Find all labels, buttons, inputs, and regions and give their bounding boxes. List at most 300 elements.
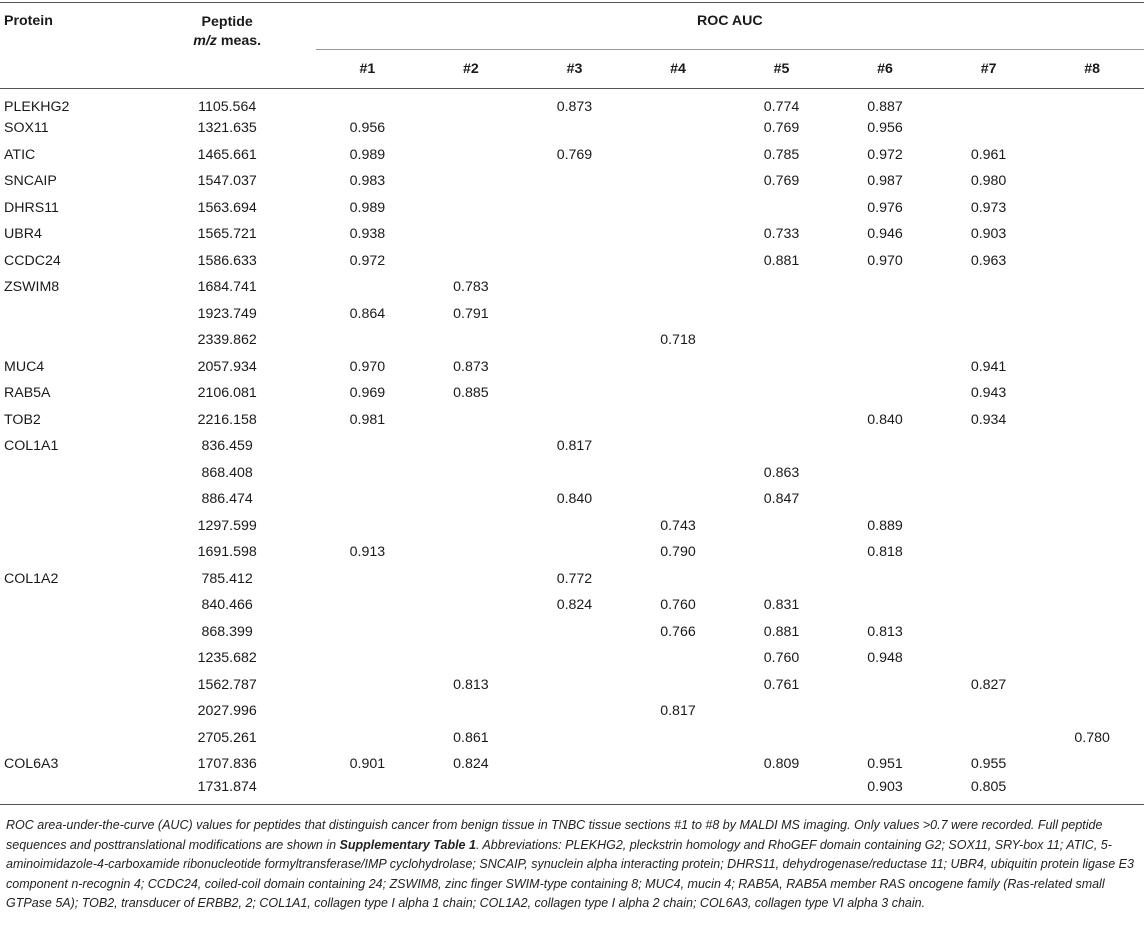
protein-cell: ZSWIM8	[4, 279, 60, 296]
roc-auc-cell	[523, 327, 627, 354]
roc-auc-cell	[316, 327, 420, 354]
roc-auc-cell	[937, 433, 1041, 460]
roc-auc-cell	[937, 460, 1041, 487]
roc-auc-cell	[523, 539, 627, 566]
roc-auc-cell: 0.980	[970, 173, 1007, 190]
roc-auc-cell: 0.956	[867, 120, 903, 137]
roc-auc-cell: 0.873	[556, 99, 593, 115]
roc-auc-cell: 0.780	[1074, 729, 1110, 746]
roc-auc-cell	[833, 672, 937, 699]
roc-auc-cell: 0.961	[970, 146, 1007, 163]
roc-auc-cell	[730, 380, 834, 407]
roc-auc-cell: 0.769	[763, 120, 800, 137]
roc-auc-cell	[419, 115, 523, 142]
roc-auc-cell	[1040, 168, 1144, 195]
peptide-mz-cell: 1321.635	[197, 120, 257, 137]
table-row	[0, 407, 1144, 434]
roc-auc-cell	[626, 672, 730, 699]
roc-auc-cell: 0.943	[970, 385, 1007, 402]
table-row	[0, 513, 1144, 540]
roc-auc-cell	[626, 725, 730, 752]
roc-auc-cell	[419, 566, 523, 593]
protein-cell: COL1A2	[4, 570, 59, 587]
table-row	[0, 115, 1144, 142]
table-row	[0, 142, 1144, 169]
protein-cell: MUC4	[4, 358, 45, 375]
peptide-mz-cell: 1684.741	[197, 279, 257, 296]
footnote-text-2: . Abbreviations: PLEKHG2, pleckstrin homology and RhoGEF domain containing G2; SOX11, SRY-box 11; ATIC, 5-aminoimidazole-4-carboxamide ribonucleotide formyltransferase/IMP cyclohydrolase; SNCAIP, synuclein alpha interacting protein; DHRS11, dehydrogenase/reductase 11; UBR4, ubiquitin protein ligase E3 component n-recognin 4; CCDC24, coiled-coil domain containing 24; ZSWIM8, zinc finger SWIM-type containing 8; MUC4, mucin 4; RAB5A, RAB5A member RAS oncogene family (Ras-related small GTPase 5A); TOB2, transducer of ERBB2, 2; COL1A1, collagen type I alpha 1 chain; COL1A2, collagen type I alpha 2 chain; COL6A3, collagen type VI alpha 3 chain.	[6, 837, 1134, 911]
protein-cell: COL6A3	[4, 756, 59, 773]
roc-auc-cell	[937, 513, 1041, 540]
table-row	[0, 725, 1144, 752]
roc-auc-cell	[523, 221, 627, 248]
protein-cell	[0, 460, 139, 487]
roc-auc-cell: 0.981	[349, 411, 386, 428]
roc-auc-cell	[1040, 566, 1144, 593]
protein-cell: PLEKHG2	[4, 99, 70, 115]
roc-auc-cell	[419, 89, 523, 116]
roc-auc-cell: 0.818	[867, 544, 903, 561]
roc-auc-cell	[419, 698, 523, 725]
table-body	[0, 89, 1144, 805]
roc-auc-cell	[730, 407, 834, 434]
roc-auc-cell: 0.970	[867, 252, 903, 269]
roc-auc-cell	[626, 221, 730, 248]
peptide-mz-cell: 1547.037	[197, 173, 257, 190]
roc-auc-cell	[626, 274, 730, 301]
roc-auc-cell	[316, 592, 420, 619]
roc-auc-cell	[626, 301, 730, 328]
roc-auc-cell	[833, 433, 937, 460]
roc-auc-cell	[730, 301, 834, 328]
roc-auc-cell	[316, 672, 420, 699]
roc-auc-cell	[1040, 778, 1144, 805]
roc-auc-cell: 0.969	[349, 385, 386, 402]
roc-auc-cell	[833, 274, 937, 301]
table-row	[0, 274, 1144, 301]
roc-auc-cell: 0.881	[763, 623, 800, 640]
roc-auc-cell	[626, 89, 730, 116]
roc-auc-cell: 0.938	[349, 226, 386, 243]
table-row	[0, 778, 1144, 805]
peptide-mz-cell: 1707.836	[197, 756, 257, 773]
roc-auc-cell	[1040, 672, 1144, 699]
table-row	[0, 539, 1144, 566]
roc-auc-cell	[833, 327, 937, 354]
roc-auc-cell	[523, 725, 627, 752]
roc-auc-cell: 0.941	[970, 358, 1007, 375]
roc-auc-cell	[1040, 460, 1144, 487]
roc-auc-cell	[937, 89, 1041, 116]
roc-auc-cell: 0.887	[867, 99, 903, 115]
roc-auc-cell	[316, 619, 420, 646]
roc-auc-cell	[730, 274, 834, 301]
roc-auc-cell	[523, 619, 627, 646]
peptide-mz-cell: 2057.934	[197, 358, 257, 375]
roc-auc-cell	[419, 539, 523, 566]
protein-cell	[0, 486, 139, 513]
protein-cell	[0, 645, 139, 672]
roc-auc-cell	[523, 274, 627, 301]
protein-cell: UBR4	[4, 226, 42, 243]
protein-cell: ATIC	[4, 146, 36, 163]
peptide-mz-cell: 1691.598	[197, 544, 257, 561]
roc-auc-cell: 0.861	[453, 729, 489, 746]
roc-auc-cell	[1040, 301, 1144, 328]
roc-auc-cell: 0.976	[867, 199, 903, 216]
table-row	[0, 460, 1144, 487]
roc-auc-cell	[316, 566, 420, 593]
roc-auc-cell: 0.963	[970, 252, 1007, 269]
roc-auc-cell: 0.785	[763, 146, 800, 163]
roc-auc-cell	[626, 168, 730, 195]
header-roc-auc: ROC AUC	[316, 3, 1144, 50]
header-peptide-mz: m/z	[193, 33, 217, 49]
roc-auc-cell	[523, 301, 627, 328]
roc-auc-cell	[316, 645, 420, 672]
roc-auc-cell	[730, 778, 834, 805]
roc-auc-cell	[730, 513, 834, 540]
roc-auc-cell: 0.769	[556, 146, 593, 163]
roc-auc-cell	[626, 407, 730, 434]
roc-auc-cell: 0.847	[763, 491, 800, 508]
roc-auc-cell: 0.831	[763, 597, 800, 614]
roc-auc-cell	[316, 433, 420, 460]
roc-auc-cell	[626, 195, 730, 222]
peptide-mz-cell: 1923.749	[197, 305, 257, 322]
roc-auc-cell	[730, 539, 834, 566]
roc-auc-cell: 0.791	[453, 305, 489, 322]
table-row	[0, 751, 1144, 778]
roc-auc-table	[0, 2, 1144, 805]
roc-auc-cell: 0.983	[349, 173, 386, 190]
protein-cell	[0, 698, 139, 725]
roc-auc-cell	[523, 778, 627, 805]
roc-auc-cell	[626, 433, 730, 460]
table-row	[0, 195, 1144, 222]
table-row	[0, 645, 1144, 672]
protein-cell	[0, 539, 139, 566]
roc-auc-cell: 0.840	[867, 411, 903, 428]
roc-auc-cell	[1040, 221, 1144, 248]
roc-auc-cell: 0.948	[867, 650, 903, 667]
roc-auc-cell: 0.889	[867, 517, 903, 534]
roc-auc-cell: 0.840	[556, 491, 593, 508]
peptide-mz-cell: 1105.564	[198, 99, 257, 115]
protein-cell	[0, 592, 139, 619]
roc-auc-cell	[626, 460, 730, 487]
roc-auc-cell	[833, 592, 937, 619]
roc-auc-cell	[937, 645, 1041, 672]
table-row	[0, 89, 1144, 116]
roc-auc-cell: 0.873	[453, 358, 489, 375]
roc-auc-cell: 0.903	[867, 778, 903, 795]
roc-auc-cell	[523, 168, 627, 195]
peptide-mz-cell: 840.466	[201, 597, 253, 614]
peptide-mz-cell: 2106.081	[197, 385, 257, 402]
header-section: #5	[773, 61, 790, 77]
header-section: #2	[463, 61, 479, 77]
header-section: #3	[566, 61, 583, 77]
peptide-mz-cell: 1235.682	[197, 650, 257, 667]
roc-auc-cell	[316, 725, 420, 752]
table-row	[0, 301, 1144, 328]
roc-auc-cell: 0.817	[556, 438, 593, 455]
roc-auc-cell	[730, 327, 834, 354]
roc-auc-cell	[419, 142, 523, 169]
header-peptide	[139, 3, 316, 89]
protein-cell: CCDC24	[4, 252, 61, 269]
roc-auc-cell: 0.989	[349, 199, 386, 216]
roc-auc-cell	[937, 274, 1041, 301]
protein-cell	[0, 301, 139, 328]
protein-cell: DHRS11	[4, 199, 59, 216]
roc-auc-cell	[1040, 380, 1144, 407]
roc-auc-cell: 0.824	[556, 597, 593, 614]
roc-auc-cell	[937, 698, 1041, 725]
peptide-mz-cell: 1562.787	[197, 676, 257, 693]
peptide-mz-cell: 836.459	[201, 438, 253, 455]
roc-auc-cell	[523, 195, 627, 222]
roc-auc-cell	[1040, 195, 1144, 222]
roc-auc-cell	[1040, 115, 1144, 142]
roc-auc-cell	[523, 751, 627, 778]
roc-auc-cell: 0.733	[763, 226, 800, 243]
roc-auc-cell: 0.913	[349, 544, 386, 561]
roc-auc-cell: 0.973	[970, 199, 1007, 216]
roc-auc-cell	[1040, 142, 1144, 169]
table-row	[0, 698, 1144, 725]
roc-auc-cell	[1040, 327, 1144, 354]
peptide-mz-cell: 2027.996	[197, 703, 257, 720]
table-row	[0, 672, 1144, 699]
roc-auc-cell	[523, 380, 627, 407]
table-row	[0, 168, 1144, 195]
roc-auc-cell: 0.766	[660, 623, 696, 640]
table-row	[0, 433, 1144, 460]
header-section: #8	[1084, 61, 1101, 77]
roc-auc-cell	[316, 89, 420, 116]
table-row	[0, 221, 1144, 248]
peptide-mz-cell: 886.474	[201, 491, 253, 508]
roc-auc-cell: 0.760	[660, 597, 696, 614]
roc-auc-cell: 0.946	[867, 226, 903, 243]
roc-auc-cell	[626, 115, 730, 142]
protein-cell	[0, 513, 139, 540]
roc-auc-cell: 0.805	[970, 778, 1007, 795]
roc-auc-cell	[419, 221, 523, 248]
peptide-mz-cell: 1563.694	[197, 199, 257, 216]
roc-auc-cell: 0.761	[763, 676, 800, 693]
header-protein: Protein	[4, 13, 53, 29]
roc-auc-cell	[833, 460, 937, 487]
roc-auc-cell: 0.903	[970, 226, 1007, 243]
roc-auc-cell	[730, 566, 834, 593]
roc-auc-cell	[833, 566, 937, 593]
roc-auc-cell: 0.956	[349, 120, 386, 137]
roc-auc-cell	[523, 672, 627, 699]
roc-auc-cell	[730, 195, 834, 222]
table-row	[0, 354, 1144, 381]
roc-auc-cell	[833, 380, 937, 407]
roc-auc-cell	[419, 460, 523, 487]
roc-auc-cell: 0.863	[763, 464, 800, 481]
roc-auc-cell	[419, 619, 523, 646]
roc-auc-cell	[1040, 433, 1144, 460]
roc-auc-cell	[1040, 645, 1144, 672]
roc-auc-cell	[419, 407, 523, 434]
protein-cell	[0, 672, 139, 699]
roc-auc-cell	[626, 380, 730, 407]
roc-auc-cell	[833, 486, 937, 513]
roc-auc-cell: 0.760	[763, 650, 800, 667]
table-header	[0, 3, 1144, 89]
roc-auc-cell	[419, 327, 523, 354]
table-footnote	[6, 816, 1138, 914]
roc-auc-cell	[937, 619, 1041, 646]
roc-auc-cell: 0.827	[970, 676, 1007, 693]
roc-auc-cell	[937, 566, 1041, 593]
roc-auc-cell	[937, 539, 1041, 566]
roc-auc-cell	[626, 248, 730, 275]
roc-auc-cell: 0.885	[453, 385, 489, 402]
roc-auc-cell	[730, 725, 834, 752]
roc-auc-cell: 0.774	[763, 99, 800, 115]
peptide-mz-cell: 2339.862	[197, 332, 257, 349]
roc-auc-cell	[419, 486, 523, 513]
header-section: #6	[877, 61, 893, 77]
header-section: #4	[670, 61, 686, 77]
roc-auc-cell: 0.813	[867, 623, 903, 640]
roc-auc-cell	[1040, 354, 1144, 381]
roc-auc-cell	[523, 407, 627, 434]
roc-auc-cell: 0.901	[349, 756, 386, 773]
peptide-mz-cell: 785.412	[201, 570, 253, 587]
roc-auc-cell	[316, 778, 420, 805]
roc-auc-cell	[523, 354, 627, 381]
table-row	[0, 248, 1144, 275]
protein-cell: SNCAIP	[4, 173, 57, 190]
roc-auc-cell: 0.951	[867, 756, 903, 773]
roc-auc-cell	[937, 301, 1041, 328]
roc-auc-cell: 0.934	[970, 411, 1007, 428]
protein-cell	[0, 619, 139, 646]
header-peptide-line1: Peptide	[201, 14, 253, 30]
roc-auc-cell	[833, 698, 937, 725]
roc-auc-cell	[937, 486, 1041, 513]
roc-auc-cell	[730, 354, 834, 381]
roc-auc-cell	[1040, 89, 1144, 116]
peptide-mz-cell: 868.408	[201, 464, 253, 481]
table-row	[0, 486, 1144, 513]
protein-cell: RAB5A	[4, 385, 51, 402]
roc-auc-cell: 0.881	[763, 252, 800, 269]
peptide-mz-cell: 1297.599	[197, 517, 257, 534]
roc-auc-cell	[937, 592, 1041, 619]
protein-cell: SOX11	[4, 120, 49, 137]
roc-auc-cell	[1040, 698, 1144, 725]
roc-auc-cell: 0.989	[349, 146, 386, 163]
roc-auc-cell	[316, 486, 420, 513]
roc-auc-cell	[316, 698, 420, 725]
roc-auc-cell	[419, 592, 523, 619]
roc-auc-cell	[626, 778, 730, 805]
peptide-mz-cell: 1565.721	[197, 226, 257, 243]
roc-auc-cell: 0.783	[453, 279, 489, 296]
protein-cell: COL1A1	[4, 438, 59, 455]
header-peptide-meas: meas.	[216, 33, 262, 49]
roc-auc-cell	[1040, 619, 1144, 646]
roc-auc-cell	[626, 645, 730, 672]
roc-auc-cell	[1040, 592, 1144, 619]
table-row	[0, 592, 1144, 619]
roc-auc-cell: 0.824	[453, 756, 489, 773]
roc-auc-cell	[626, 354, 730, 381]
roc-auc-cell	[626, 751, 730, 778]
roc-auc-cell: 0.769	[763, 173, 800, 190]
roc-auc-cell	[523, 248, 627, 275]
roc-auc-cell	[937, 725, 1041, 752]
roc-auc-cell	[523, 460, 627, 487]
roc-auc-cell	[523, 513, 627, 540]
protein-cell	[0, 725, 139, 752]
roc-auc-cell	[523, 115, 627, 142]
roc-auc-cell: 0.813	[453, 676, 489, 693]
roc-auc-cell	[833, 354, 937, 381]
roc-auc-cell	[419, 645, 523, 672]
table-row	[0, 380, 1144, 407]
roc-auc-cell	[626, 566, 730, 593]
roc-auc-cell	[1040, 539, 1144, 566]
roc-auc-cell	[419, 433, 523, 460]
roc-auc-cell: 0.790	[660, 544, 696, 561]
roc-auc-cell	[1040, 274, 1144, 301]
roc-auc-cell	[419, 168, 523, 195]
roc-auc-cell	[1040, 486, 1144, 513]
roc-auc-cell	[419, 195, 523, 222]
roc-auc-cell: 0.864	[349, 305, 386, 322]
peptide-mz-cell: 1586.633	[197, 252, 257, 269]
header-section: #7	[980, 61, 997, 77]
roc-auc-cell	[419, 513, 523, 540]
roc-auc-cell: 0.809	[763, 756, 800, 773]
roc-auc-cell	[316, 274, 420, 301]
roc-auc-cell	[316, 460, 420, 487]
roc-auc-cell	[937, 115, 1041, 142]
peptide-mz-cell: 868.399	[201, 623, 253, 640]
protein-cell	[0, 327, 139, 354]
roc-auc-cell	[730, 433, 834, 460]
roc-auc-cell: 0.817	[660, 703, 696, 720]
roc-auc-cell	[316, 513, 420, 540]
peptide-mz-cell: 1465.661	[197, 146, 257, 163]
roc-auc-cell	[1040, 751, 1144, 778]
roc-auc-cell	[419, 248, 523, 275]
roc-auc-cell: 0.955	[970, 756, 1007, 773]
protein-cell	[0, 778, 139, 805]
roc-auc-cell: 0.972	[349, 252, 386, 269]
header-section: #1	[359, 61, 376, 77]
table-row	[0, 619, 1144, 646]
table-row	[0, 566, 1144, 593]
roc-auc-cell: 0.970	[349, 358, 386, 375]
footnote-text-1: ROC area-under-the-curve (AUC) values for peptides that distinguish cancer from benign tissue in TNBC tissue sections #1 to #8 by MALDI MS imaging. Only values >0.7 were recorded. Full peptide sequences and posttranslational modifications are shown in	[6, 818, 1103, 852]
roc-auc-cell	[937, 327, 1041, 354]
roc-auc-cell	[626, 486, 730, 513]
roc-auc-cell	[523, 698, 627, 725]
peptide-mz-cell: 2216.158	[197, 411, 257, 428]
roc-auc-cell	[419, 778, 523, 805]
